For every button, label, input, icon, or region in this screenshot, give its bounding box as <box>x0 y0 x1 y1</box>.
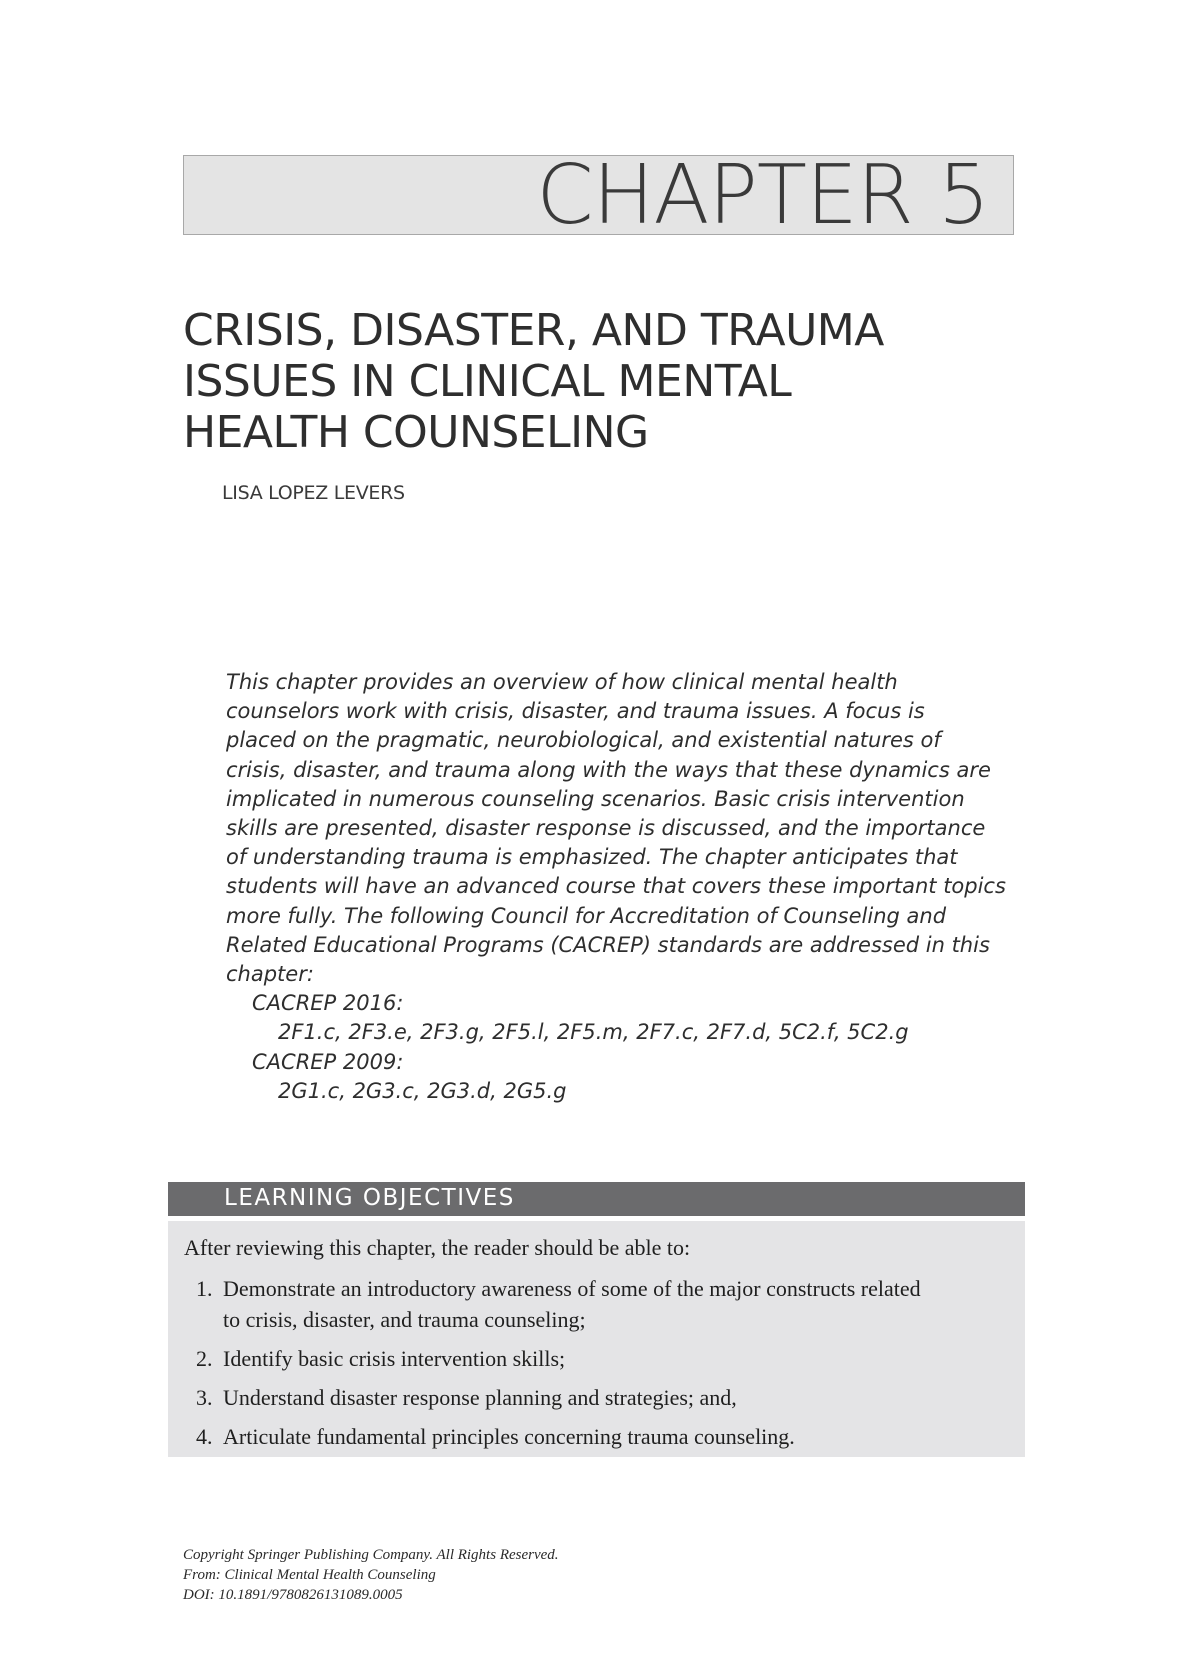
chapter-title <box>183 305 1003 458</box>
abstract-line: more fully. The following Council for Accreditation of Counseling and <box>226 903 947 928</box>
cacrep-2016-codes: 2F1.c, 2F3.e, 2F3.g, 2F5.l, 2F5.m, 2F7.c, 2F7.d, 5C2.f, 5C2.g <box>278 1020 909 1045</box>
abstract-line: skills are presented, disaster response is discussed, and the importance <box>226 816 986 841</box>
objective-number: 4. <box>196 1424 213 1449</box>
doi: DOI: 10.1891/9780826131089.0005 <box>183 1587 403 1603</box>
objective-text-line: Articulate fundamental principles concerning trauma counseling. <box>223 1424 795 1449</box>
objective-item <box>184 1421 1010 1452</box>
learning-objectives-box <box>168 1221 1025 1457</box>
abstract-line: crisis, disaster, and trauma along with the ways that these dynamics are <box>226 757 991 782</box>
abstract-line: placed on the pragmatic, neurobiological, and existential natures of <box>226 728 941 753</box>
chapter-title-line: CRISIS, DISASTER, AND TRAUMA <box>183 305 884 356</box>
copyright-notice: Copyright Springer Publishing Company. All Rights Reserved. <box>183 1547 559 1563</box>
abstract-line: implicated in numerous counseling scenarios. Basic crisis intervention <box>226 786 965 811</box>
objective-item <box>184 1343 1010 1374</box>
learning-objectives-list <box>184 1273 1010 1460</box>
chapter-number: CHAPTER 5 <box>536 148 989 243</box>
cacrep-2009-heading: CACREP 2009: <box>252 1049 404 1074</box>
learning-objectives-intro: After reviewing this chapter, the reader should be able to: <box>184 1235 691 1260</box>
objective-item <box>184 1273 1010 1335</box>
source-citation: From: Clinical Mental Health Counseling <box>183 1567 436 1583</box>
cacrep-2009-codes: 2G1.c, 2G3.c, 2G3.d, 2G5.g <box>278 1078 567 1103</box>
chapter-abstract <box>226 668 1006 1106</box>
objective-text-line: Demonstrate an introductory awareness of some of the major constructs related <box>223 1276 921 1301</box>
abstract-line: Related Educational Programs (CACREP) standards are addressed in this <box>226 932 990 957</box>
cacrep-2016-heading: CACREP 2016: <box>252 991 404 1016</box>
objective-item <box>184 1382 1010 1413</box>
learning-objectives-heading: LEARNING OBJECTIVES <box>224 1185 515 1211</box>
objective-text-line: Understand disaster response planning and strategies; and, <box>223 1385 737 1410</box>
chapter-banner <box>183 148 1014 243</box>
objective-number: 2. <box>196 1346 213 1371</box>
abstract-line: chapter: <box>226 962 314 987</box>
chapter-title-line: HEALTH COUNSELING <box>183 407 649 458</box>
objective-number: 3. <box>196 1385 213 1410</box>
copyright-footer <box>183 1545 559 1605</box>
abstract-line: of understanding trauma is emphasized. The chapter anticipates that <box>226 845 958 870</box>
objective-number: 1. <box>196 1276 213 1301</box>
chapter-title-line: ISSUES IN CLINICAL MENTAL <box>183 356 792 407</box>
learning-objectives-header <box>168 1182 1025 1216</box>
abstract-line: This chapter provides an overview of how clinical mental health <box>226 670 898 694</box>
objective-text-line: to crisis, disaster, and trauma counseling; <box>223 1307 586 1332</box>
abstract-line: students will have an advanced course that covers these important topics <box>226 874 1006 899</box>
abstract-line: counselors work with crisis, disaster, and trauma issues. A focus is <box>226 699 925 724</box>
objective-text-line: Identify basic crisis intervention skills; <box>223 1346 566 1371</box>
author-name: LISA LOPEZ LEVERS <box>222 482 405 504</box>
